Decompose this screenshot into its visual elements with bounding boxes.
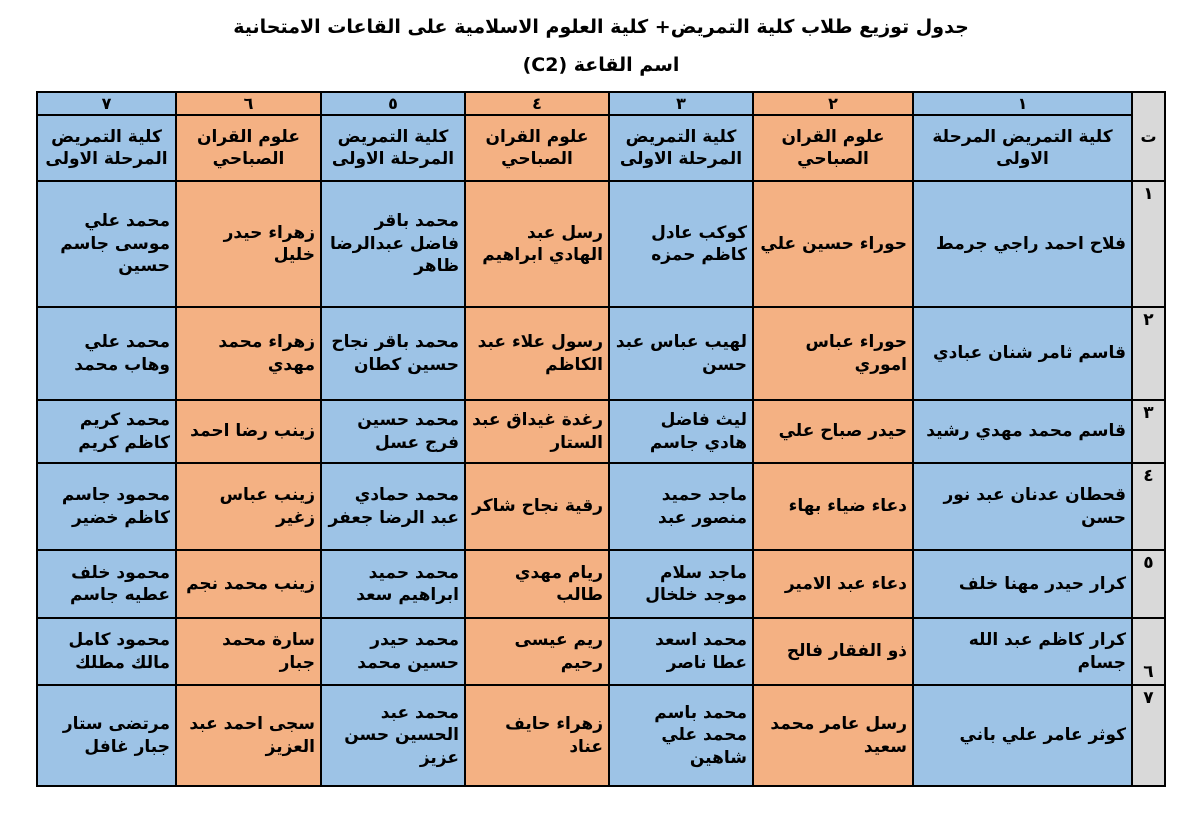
student-name-cell: محمود كامل مالك مطلك [37, 618, 176, 685]
student-name-cell: محمود خلف عطيه جاسم [37, 550, 176, 618]
student-name-cell: رسول علاء عبد الكاظم [465, 307, 609, 400]
row-index: ٢ [1132, 307, 1165, 400]
student-name-cell: رقية نجاح شاكر [465, 463, 609, 550]
student-name-cell: حوراء عباس اموري [753, 307, 913, 400]
exam-hall-distribution-table [36, 91, 1166, 787]
student-name-cell: ليث فاضل هادي جاسم [609, 400, 753, 463]
student-name-cell: ماجد سلام موجد خلخال [609, 550, 753, 618]
dept-header-3: كلية التمريض المرحلة الاولى [609, 115, 753, 181]
student-name-cell: ريام مهدي طالب [465, 550, 609, 618]
student-name-cell: محمد علي وهاب محمد [37, 307, 176, 400]
student-name-cell: محمد حسين فرج عسل [321, 400, 465, 463]
column-number-1: ١ [913, 92, 1132, 115]
column-number-4: ٤ [465, 92, 609, 115]
student-name-cell: محمد عبد الحسين حسن عزيز [321, 685, 465, 786]
student-name-cell: كوثر عامر علي باني [913, 685, 1132, 786]
student-name-cell: كرار كاظم عبد الله جسام [913, 618, 1132, 685]
student-name-cell: حوراء حسين علي [753, 181, 913, 307]
student-name-cell: سجى احمد عبد العزيز [176, 685, 321, 786]
student-name-cell: ريم عيسى رحيم [465, 618, 609, 685]
student-name-cell: كوكب عادل كاظم حمزه [609, 181, 753, 307]
row-index: ٣ [1132, 400, 1165, 463]
student-name-cell: محمد اسعد عطا ناصر [609, 618, 753, 685]
student-name-cell: زهراء محمد مهدي [176, 307, 321, 400]
row-index: ١ [1132, 181, 1165, 307]
student-name-cell: مرتضى ستار جبار غافل [37, 685, 176, 786]
hall-name-subtitle: اسم القاعة (C2) [522, 54, 680, 76]
student-name-cell: دعاء ضياء بهاء [753, 463, 913, 550]
index-column-header: ت [1132, 92, 1165, 181]
page-title: جدول توزيع طلاب كلية التمريض+ كلية العلوم الاسلامية على القاعات الامتحانية [233, 16, 969, 38]
student-name-cell: محمد علي موسى جاسم حسين [37, 181, 176, 307]
table-row [37, 181, 1165, 307]
department-header-row [37, 115, 1165, 181]
dept-header-2: علوم القران الصباحي [753, 115, 913, 181]
column-number-7: ٧ [37, 92, 176, 115]
student-name-cell: محمد حميد ابراهيم سعد [321, 550, 465, 618]
dept-header-1: كلية التمريض المرحلة الاولى [913, 115, 1132, 181]
student-name-cell: محمد كريم كاظم كريم [37, 400, 176, 463]
student-name-cell: زينب رضا احمد [176, 400, 321, 463]
student-name-cell: حيدر صباح علي [753, 400, 913, 463]
student-name-cell: زينب محمد نجم [176, 550, 321, 618]
student-name-cell: زهراء حايف عناد [465, 685, 609, 786]
student-name-cell: فلاح احمد راجي جرمط [913, 181, 1132, 307]
student-name-cell: زينب عباس زغير [176, 463, 321, 550]
student-name-cell: محمد باسم محمد علي شاهين [609, 685, 753, 786]
student-name-cell: زهراء حيدر خليل [176, 181, 321, 307]
column-number-2: ٢ [753, 92, 913, 115]
student-name-cell: ماجد حميد منصور عبد [609, 463, 753, 550]
column-number-6: ٦ [176, 92, 321, 115]
dept-header-6: علوم القران الصباحي [176, 115, 321, 181]
student-name-cell: محمد باقر نجاح حسين كطان [321, 307, 465, 400]
table-row [37, 685, 1165, 786]
student-name-cell: قاسم ثامر شنان عبادي [913, 307, 1132, 400]
table-row [37, 307, 1165, 400]
column-number-header-row [37, 92, 1165, 115]
column-number-3: ٣ [609, 92, 753, 115]
student-name-cell: رسل عامر محمد سعيد [753, 685, 913, 786]
row-index: ٧ [1132, 685, 1165, 786]
student-name-cell: دعاء عبد الامير [753, 550, 913, 618]
student-name-cell: محمود جاسم كاظم خضير [37, 463, 176, 550]
student-name-cell: كرار حيدر مهنا خلف [913, 550, 1132, 618]
student-name-cell: سارة محمد جبار [176, 618, 321, 685]
table-row [37, 550, 1165, 618]
row-index: ٥ [1132, 550, 1165, 618]
student-name-cell: محمد حيدر حسين محمد [321, 618, 465, 685]
dept-header-7: كلية التمريض المرحلة الاولى [37, 115, 176, 181]
table-row [37, 618, 1165, 685]
dept-header-5: كلية التمريض المرحلة الاولى [321, 115, 465, 181]
student-name-cell: رغدة غيداق عبد الستار [465, 400, 609, 463]
student-name-cell: قحطان عدنان عبد نور حسن [913, 463, 1132, 550]
student-name-cell: ذو الفقار فالح [753, 618, 913, 685]
student-name-cell: محمد باقر فاضل عبدالرضا ظاهر [321, 181, 465, 307]
student-name-cell: رسل عبد الهادي ابراهيم [465, 181, 609, 307]
student-name-cell: قاسم محمد مهدي رشيد [913, 400, 1132, 463]
table-row [37, 400, 1165, 463]
column-number-5: ٥ [321, 92, 465, 115]
row-index: ٤ [1132, 463, 1165, 550]
student-name-cell: محمد حمادي عبد الرضا جعفر [321, 463, 465, 550]
student-name-cell: لهيب عباس عبد حسن [609, 307, 753, 400]
row-index: ٦ [1132, 618, 1165, 685]
table-row [37, 463, 1165, 550]
dept-header-4: علوم القران الصباحي [465, 115, 609, 181]
